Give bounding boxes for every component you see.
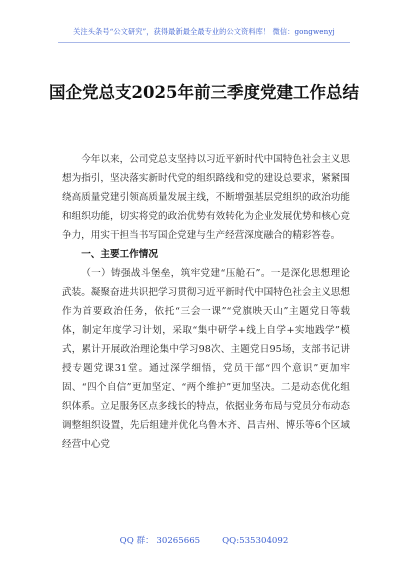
document-title: 国企党总支2025年前三季度党建工作总结	[49, 83, 359, 102]
document-body	[62, 150, 350, 454]
header-banner: 关注头条号“公文研究”，获得最新最全最专业的公文资料库！ 微信：gongwenyj	[73, 27, 335, 36]
header-divider	[58, 42, 350, 43]
section-heading: 一、主要工作情况	[81, 249, 158, 260]
footer-contact	[0, 534, 408, 546]
intro-paragraph: 今年以来，公司党总支坚持以习近平新时代中国特色社会主义思想为指引，坚决落实新时代党的组织路线和党的建设总要求，紧紧围绕高质量党建引领高质量发展主线，不断增强基层党组织的政治功能和组织功能，切实将党的政治优势有效转化为企业发展优势和核心竞争力，用实干担当书写国企党建与生产经营深度融合的精彩答卷。	[62, 154, 350, 241]
qq-contact-number: QQ:535304092	[222, 536, 289, 546]
qq-group-number: QQ 群： 30265665	[119, 536, 201, 546]
body-paragraph: （一）铸强战斗堡垒，筑牢党建“压舱石”。一是深化思想理论武装。凝聚奋进共识把学习贯彻习近平新时代中国特色社会主义思想作为首要政治任务，依托“三会一课”“党旗映天山”主题党日等载体，制定年度学习计划，采取“集中研学+线上自学+实地践学”模式，累计开展政治理论集中学习98次、主题党日95场，支部书记讲授专题党课31堂。通过深学细悟，党员干部“四个意识”更加牢固、“四个自信”更加坚定、“两个维护”更加坚决。二是动态优化组织体系。立足服务区点多线长的特点，依据业务布局与党员分布动态调整组织设置，先后组建并优化乌鲁木齐、昌吉州、博乐等6个区域经营中心党	[62, 268, 350, 450]
